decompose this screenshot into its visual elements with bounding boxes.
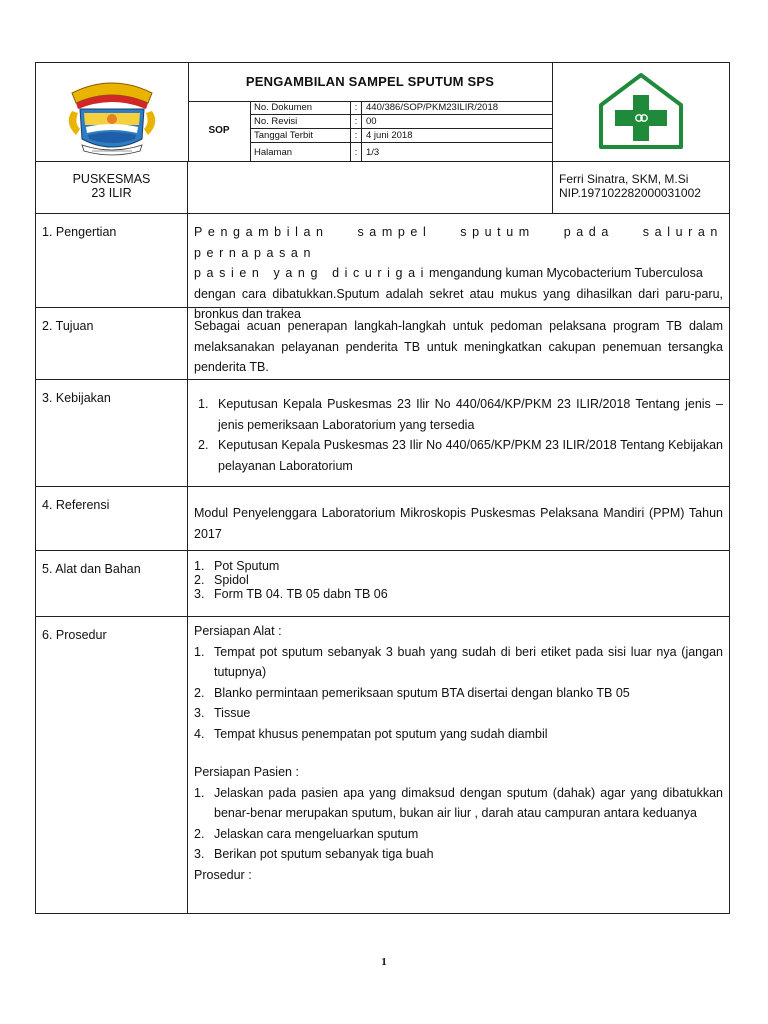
meta-separator: :	[351, 115, 362, 129]
meta-label: No. Dokumen	[250, 101, 351, 115]
section-body	[188, 551, 729, 601]
persiapan-alat-title: Persiapan Alat :	[194, 624, 282, 638]
signer-nip: NIP.197102282000031002	[559, 186, 701, 200]
pengertian-line2a: pasien yang dicurigai	[194, 266, 430, 280]
municipal-crest-icon	[36, 63, 188, 161]
pengertian-line2	[194, 263, 723, 284]
pengertian-line3: dengan cara dibatukkan.Sputum adalah sekret atau mukus yang dihasilkan dari paru-paru, bronkus dan trakea	[194, 286, 723, 321]
logo-cell	[36, 63, 189, 161]
section-label: 4. Referensi	[36, 487, 188, 550]
list-item: 4. Tempat khusus penempatan pot sputum yang sudah diambil	[194, 726, 548, 741]
list-item: 3. Form TB 04. TB 05 dabn TB 06	[194, 587, 388, 601]
meta-row-halaman	[250, 143, 552, 163]
section-tujuan	[35, 308, 730, 380]
green-cross-house-icon	[553, 63, 730, 161]
list-item: 1. Keputusan Kepala Puskesmas 23 Ilir No 440/064/KP/PKM 23 ILIR/2018 Tentang jenis – jenis pemeriksaan Laboratorium yang tersedia	[198, 397, 723, 432]
section-label: 2. Tujuan	[36, 308, 188, 379]
pengertian-line1: Pengambilan sampel sputum pada saluran pernapasan	[194, 225, 723, 260]
list-item: 1. Jelaskan pada pasien apa yang dimaksud dengan sputum (dahak) agar yang dibatukkan benar-benar merupakan sputum, bukan air liur , darah atau campuran antara keduanya	[194, 785, 723, 820]
list-item: 1. Pot Sputum	[194, 559, 280, 573]
document-title: PENGAMBILAN SAMPEL SPUTUM SPS	[188, 63, 552, 102]
meta-label: No. Revisi	[250, 115, 351, 129]
list-item: 3. Berikan pot sputum sebanyak tiga buah	[194, 847, 434, 861]
meta-row-no-dokumen	[250, 101, 552, 115]
meta-label: Tanggal Terbit	[250, 129, 351, 143]
org-row	[35, 162, 730, 214]
page-number: 1	[381, 956, 387, 968]
list-item: 2. Jelaskan cara mengeluarkan sputum	[194, 826, 419, 841]
section-label: 1. Pengertian	[36, 214, 188, 307]
signer-name: Ferri Sinatra, SKM, M.Si	[559, 172, 689, 186]
persiapan-alat-list	[194, 642, 723, 745]
meta-row-tanggal-terbit	[250, 129, 552, 143]
list-item: 1. Tempat pot sputum sebanyak 3 buah yang sudah di beri etiket pada sisi luar nya (jangan tutupnya)	[194, 644, 723, 679]
logo-cell-right	[552, 63, 730, 161]
kebijakan-list	[198, 394, 723, 476]
meta-value: 1/3	[362, 143, 553, 163]
section-prosedur	[35, 617, 730, 914]
section-pengertian	[35, 214, 730, 321]
meta-value: 4 juni 2018	[362, 129, 553, 143]
section-label: 3. Kebijakan	[36, 380, 188, 486]
sop-document	[35, 62, 730, 914]
org-name-cell	[36, 162, 188, 213]
prosedur-title: Prosedur :	[194, 867, 252, 882]
section-label: 5. Alat dan Bahan	[36, 551, 188, 616]
meta-separator: :	[351, 143, 362, 163]
referensi-text: Modul Penyelenggara Laboratorium Mikroskopis Puskesmas Pelaksana Mandiri (PPM) Tahun 2017	[194, 506, 723, 541]
section-referensi	[35, 487, 730, 551]
section-body	[188, 617, 729, 885]
org-name-line2: 23 ILIR	[91, 186, 132, 200]
tujuan-text: Sebagai acuan penerapan langkah-langkah untuk pedoman pelaksana program TB dalam melaksanakan pelayanan penderita TB untuk meningkatkan cakupan penemuan tersangka penderita TB.	[194, 319, 723, 374]
document-header	[35, 62, 730, 162]
sop-label: SOP	[188, 101, 251, 161]
alat-list	[194, 559, 723, 601]
meta-value: 00	[362, 115, 553, 129]
persiapan-pasien-title: Persiapan Pasien :	[194, 765, 299, 779]
section-alat-bahan	[35, 551, 730, 617]
pengertian-line2b: mengandung kuman Mycobacterium Tuberculosa	[429, 266, 703, 280]
section-body	[188, 380, 729, 476]
persiapan-pasien-list	[194, 783, 723, 865]
list-item: 2. Spidol	[194, 573, 249, 587]
meta-value: 440/386/SOP/PKM23ILIR/2018	[362, 101, 553, 115]
document-meta-table	[250, 101, 552, 162]
signer-cell	[552, 162, 701, 213]
section-label: 6. Prosedur	[36, 617, 188, 913]
org-name-line1: PUSKESMAS	[72, 172, 151, 186]
meta-separator: :	[351, 101, 362, 115]
list-item: 2. Blanko permintaan pemeriksaan sputum BTA disertai dengan blanko TB 05	[194, 685, 630, 700]
meta-row-no-revisi	[250, 115, 552, 129]
list-item: 2. Keputusan Kepala Puskesmas 23 Ilir No 440/065/KP/PKM 23 ILIR/2018 Tentang Kebijakan pelayanan Laboratorium	[198, 438, 723, 473]
meta-separator: :	[351, 129, 362, 143]
section-kebijakan	[35, 380, 730, 487]
meta-label: Halaman	[250, 143, 351, 163]
list-item: 3. Tissue	[194, 706, 251, 720]
